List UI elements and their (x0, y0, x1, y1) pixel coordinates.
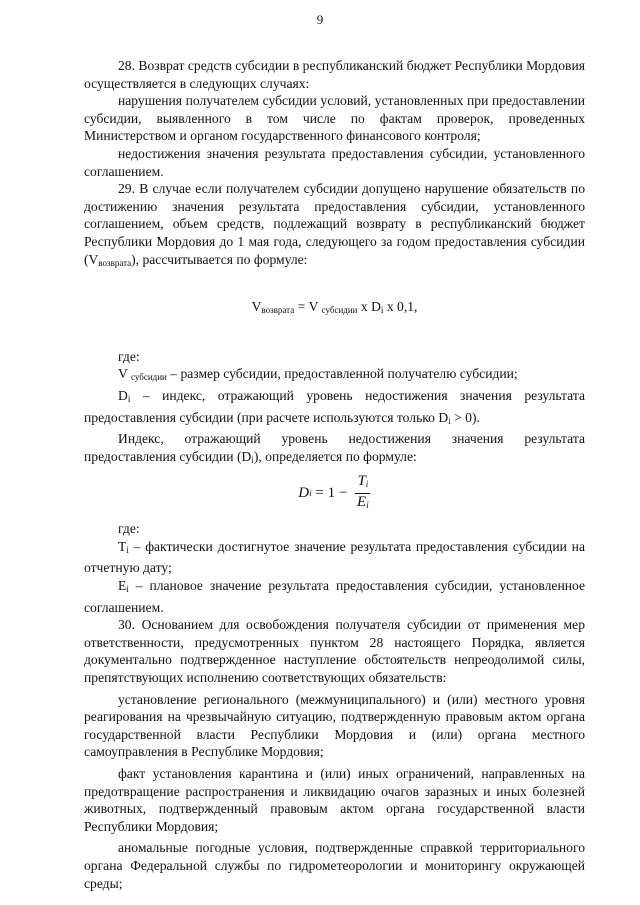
definition-v-sub: субсидии (130, 372, 167, 383)
formula-index-denominator (355, 494, 371, 514)
index-paragraph (84, 430, 585, 469)
paragraph-29-text: 29. В случае если получателем субсидии допущено нарушение обязательств по достижению значения результата предоставления субсидии, установленного соглашением, объем средств, подлежащий возврату в республиканский бюджет Республики Мордовия до 1 мая года, следующего за годом предоставления субсидии (V (84, 181, 585, 267)
definition-d-tail: > 0). (450, 409, 480, 425)
formula-index-num-sub: i (365, 479, 369, 490)
where-label-1: где: (118, 348, 140, 364)
paragraph-30-item-1: установление регионального (межмуниципального) и (или) местного уровня реагирования на чрезвычайную ситуацию, подтвержденную правовым актом органа государственной власти Республики Мордовия и (или) органа местного самоуправления в Республике Мордовия; (84, 691, 585, 760)
formula-index-den-e: E (357, 494, 367, 511)
definition-v-symbol: V (118, 366, 131, 382)
formula-refund-v: V (251, 299, 262, 315)
formula-index-numerator (355, 473, 370, 494)
paragraph-28-case-2: недостижения значения результата предоставления субсидии, установленного соглашением. (84, 145, 585, 179)
definition-t-sub: i (126, 544, 129, 555)
definition-d-index (84, 387, 585, 430)
document-body (84, 57, 585, 892)
formula-index-lhs: D (298, 484, 310, 501)
page-number: 9 (316, 12, 324, 27)
paragraph-28-case-1: нарушения получателем субсидии условий, установленных при предоставлении субсидии, выявленного в том числе по фактам проверок, проведенных Министерством и органом государственного финансового контроля; (84, 93, 585, 144)
definition-d-symbol: D (118, 387, 128, 403)
formula-index-fraction (355, 473, 371, 514)
where-label-2: где: (118, 521, 140, 537)
formula-refund-d-sub: i (380, 305, 384, 316)
definition-d-text: – индекс, отражающий уровень недостижения значения результата предоставления субсидии (при расчете используются только D (84, 387, 585, 425)
formula-index-num-t: T (357, 473, 366, 490)
formula-refund-v-sub: возврата (261, 305, 295, 316)
definition-e (84, 577, 585, 616)
paragraph-29 (84, 180, 585, 272)
definition-d-sub: i (127, 393, 131, 404)
formula-refund-eq: = V (294, 299, 322, 315)
definition-d-sub-2: i (448, 415, 451, 426)
definition-v-text: – размер субсидии, предоставленной получателю субсидии; (166, 366, 518, 382)
formula-index-den-sub: i (366, 500, 369, 511)
definition-e-symbol: E (118, 578, 127, 594)
formula-refund-d: x D (357, 299, 381, 315)
formula-refund-tail: x 0,1, (383, 299, 418, 315)
formula-index (84, 473, 585, 514)
index-sub: i (251, 454, 254, 465)
definition-e-text: – плановое значение результата предоставления субсидии, установленное соглашением. (84, 578, 585, 615)
definition-v-subsidy (84, 365, 585, 387)
paragraph-30-item-2: факт установления карантина и (или) иных ограничений, направленных на предотвращение распространения и ликвидацию очагов заразных и иных болезней животных, подтвержденный правовым актом органа государственной власти Республики Мордовия; (84, 766, 585, 834)
paragraph-28-intro: 28. Возврат средств субсидии в республиканский бюджет Республики Мордовия осуществляется в следующих случаях: (84, 58, 585, 91)
formula-refund-subsidy-sub: субсидии (321, 305, 358, 316)
definition-t (84, 538, 585, 577)
index-tail: ), определяется по формуле: (253, 448, 417, 464)
formula-index-eq: = 1 − (311, 484, 352, 501)
definition-e-sub: i (126, 584, 129, 595)
formula-index-lhs-sub: i (309, 487, 312, 498)
definition-t-symbol: T (118, 538, 127, 554)
paragraph-29-tail: ), рассчитывается по формуле: (131, 251, 308, 267)
formula-refund (84, 298, 585, 320)
paragraph-30-intro: 30. Основанием для освобождения получателя субсидии от применения мер ответственности, предусмотренных пунктом 28 настоящего Порядка, является документально подтвержденное наступление обстоятельств непреодолимой силы, препятствующих исполнению соответствующих обязательств: (84, 617, 585, 686)
paragraph-29-subscript: возврата (98, 257, 132, 268)
paragraph-30-item-3: аномальные погодные условия, подтвержденные справкой территориального органа Федеральной службы по гидрометеорологии и мониторингу окружающей среды; (84, 840, 585, 891)
definition-t-text: – фактически достигнутое значение результата предоставления субсидии на отчетную дату; (84, 538, 585, 576)
index-text: Индекс, отражающий уровень недостижения значения результата предоставления субсидии (D (84, 431, 585, 464)
